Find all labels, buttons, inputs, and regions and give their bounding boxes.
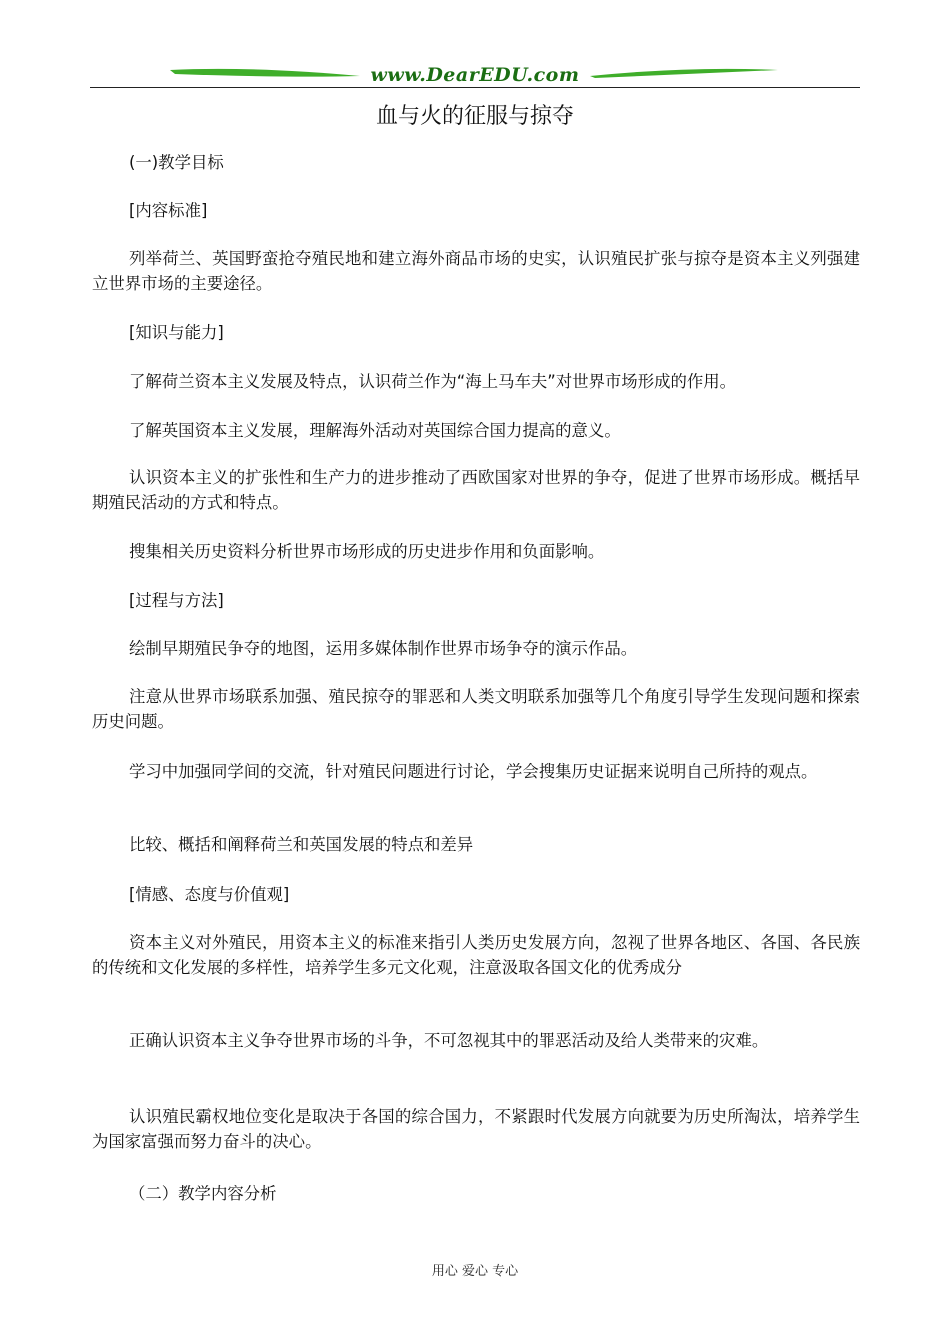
site-logo: www.DearEDU.com (370, 64, 580, 86)
subheading-content-standard: [内容标准] (129, 201, 208, 220)
paragraph: 资本主义对外殖民，用资本主义的标准来指引人类历史发展方向，忽视了世界各地区、各国、各民族的传统和文化发展的多样性，培养学生多元文化观，注意汲取各国文化的优秀成分 (92, 933, 860, 977)
paragraph: 绘制早期殖民争夺的地图，运用多媒体制作世界市场争夺的演示作品。 (129, 639, 638, 658)
subheading-process-method: [过程与方法] (129, 591, 224, 610)
paragraph: 学习中加强同学间的交流，针对殖民问题进行讨论，学会搜集历史证据来说明自己所持的观点。 (129, 762, 818, 781)
paragraph: 列举荷兰、英国野蛮抢夺殖民地和建立海外商品市场的史实，认识殖民扩张与掠夺是资本主义列强建立世界市场的主要途径。 (92, 249, 860, 293)
paragraph: 比较、概括和阐释荷兰和英国发展的特点和差异 (129, 835, 474, 854)
paragraph: 认识资本主义的扩张性和生产力的进步推动了西欧国家对世界的争夺，促进了世界市场形成。概括早期殖民活动的方式和特点。 (92, 468, 860, 512)
paragraph: 了解荷兰资本主义发展及特点，认识荷兰作为“海上马车夫”对世界市场形成的作用。 (129, 372, 737, 391)
subheading-emotion-values: [情感、态度与价值观] (129, 885, 290, 904)
paragraph: 注意从世界市场联系加强、殖民掠夺的罪恶和人类文明联系加强等几个角度引导学生发现问题和探索历史问题。 (92, 687, 860, 731)
paragraph: 搜集相关历史资料分析世界市场形成的历史进步作用和负面影响。 (129, 542, 605, 561)
paragraph: 了解英国资本主义发展，理解海外活动对英国综合国力提高的意义。 (129, 421, 621, 440)
header-rule (90, 87, 860, 88)
paragraph: 认识殖民霸权地位变化是取决于各国的综合国力，不紧跟时代发展方向就要为历史所淘汰，培养学生为国家富强而努力奋斗的决心。 (92, 1107, 860, 1151)
page-title: 血与火的征服与掠夺 (375, 104, 574, 129)
page-footer: 用心 爱心 专心 (431, 1264, 519, 1279)
subheading-knowledge-ability: [知识与能力] (129, 323, 224, 342)
section-heading-content-analysis: （二）教学内容分析 (129, 1184, 277, 1203)
paragraph: 正确认识资本主义争夺世界市场的斗争，不可忽视其中的罪恶活动及给人类带来的灾难。 (129, 1031, 769, 1050)
section-heading-objectives: (一)教学目标 (129, 153, 224, 172)
